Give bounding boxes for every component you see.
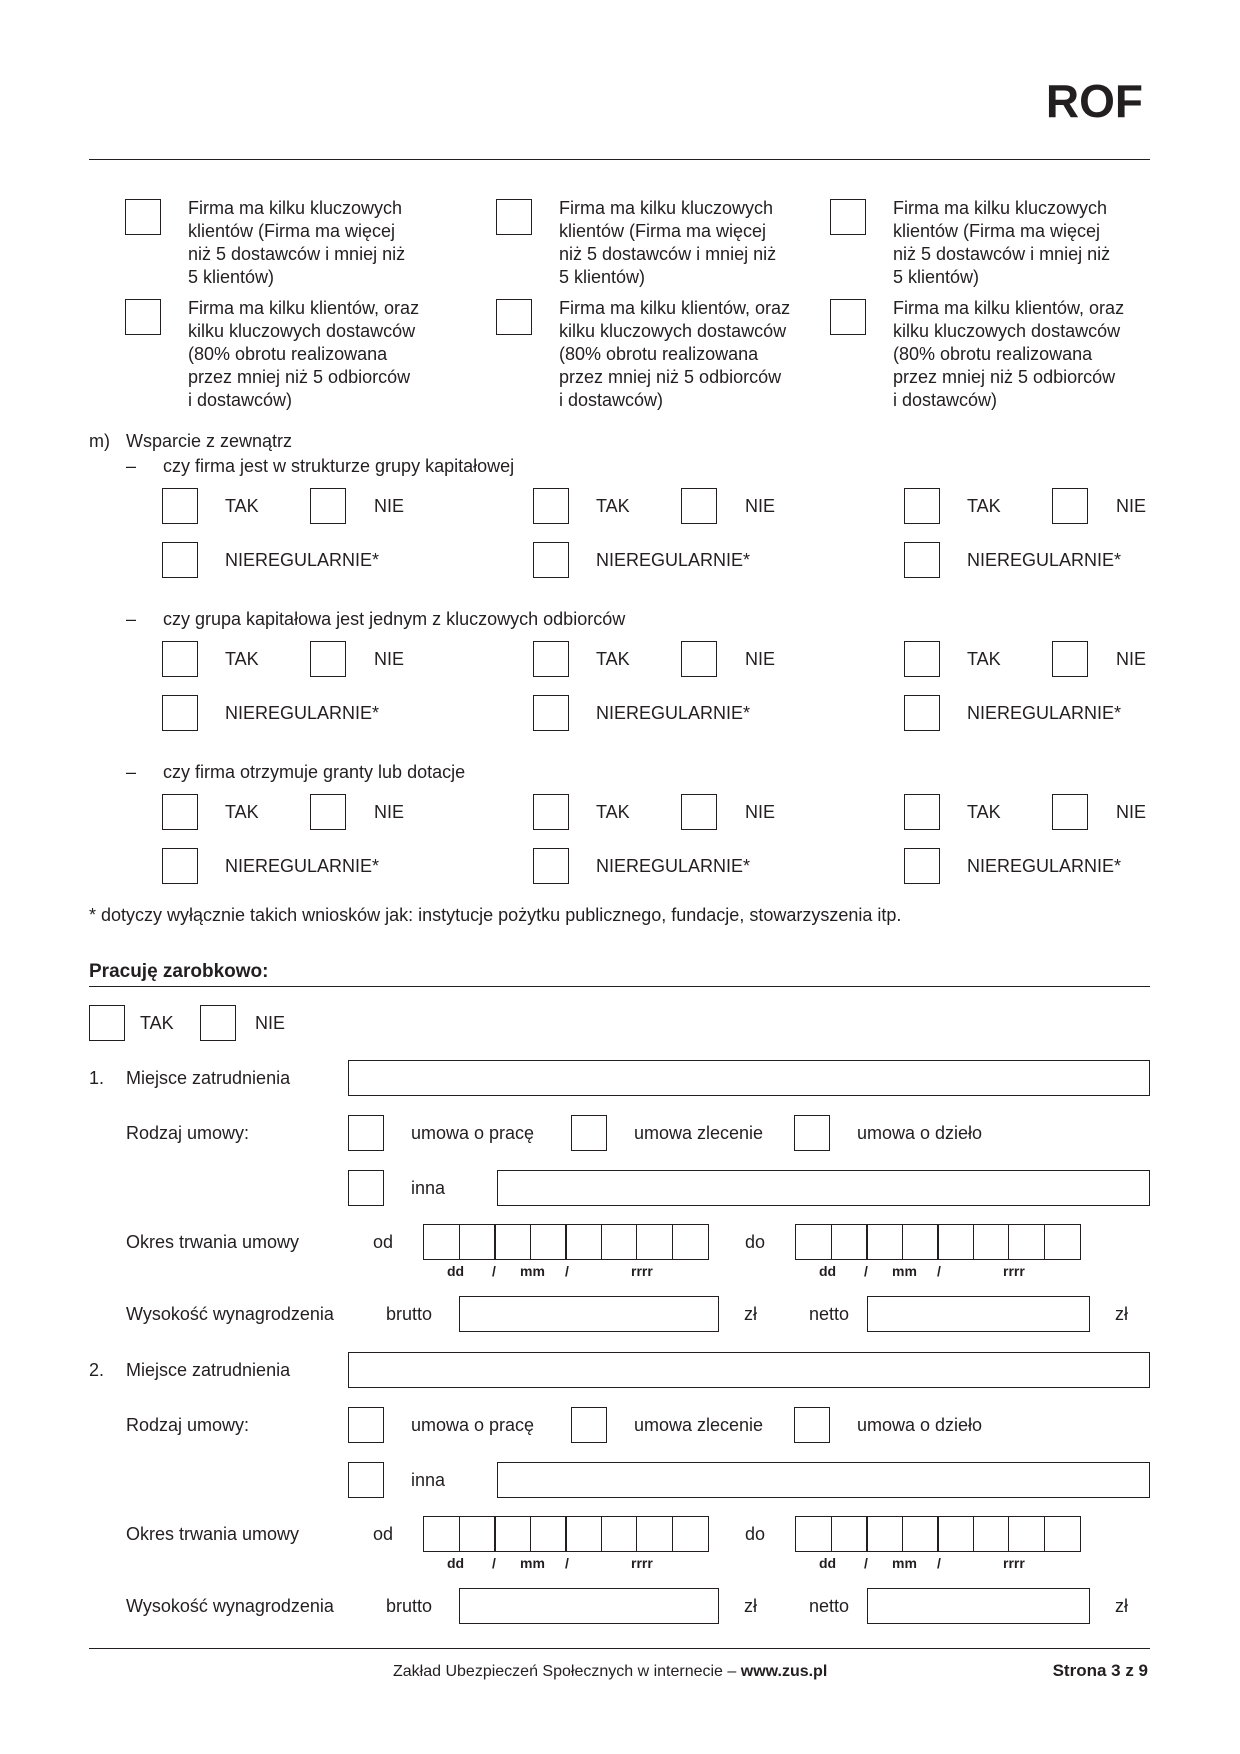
entry-1-to-mm-caption: mm xyxy=(892,1263,917,1279)
entry-2-to-date-input[interactable] xyxy=(795,1516,1081,1552)
entry-1-workplace-label: Miejsce zatrudnienia xyxy=(126,1068,291,1088)
entry-2-to-label: do xyxy=(745,1524,766,1544)
q1-col1-nie-label: NIE xyxy=(374,496,405,516)
entry-1-from-mm-caption: mm xyxy=(520,1263,545,1279)
entry-1-gross-currency: zł xyxy=(744,1304,757,1324)
date-digit-cell[interactable] xyxy=(937,1516,974,1552)
q1-col2-irregular-checkbox[interactable] xyxy=(533,542,569,578)
date-digit-cell[interactable] xyxy=(601,1516,638,1552)
date-digit-cell[interactable] xyxy=(795,1224,832,1260)
employment-heading: Pracuję zarobkowo: xyxy=(89,961,269,982)
q3-col3-tak-label: TAK xyxy=(967,802,1001,822)
q2-col2-irregular-label: NIEREGULARNIE* xyxy=(596,703,751,723)
entry-1-other-input[interactable] xyxy=(497,1170,1150,1206)
entry-1-period-label: Okres trwania umowy xyxy=(126,1232,300,1252)
entry-1-gross-input[interactable] xyxy=(459,1296,719,1332)
q1-col1-irregular-label: NIEREGULARNIE* xyxy=(225,550,380,570)
entry-2-gross-input[interactable] xyxy=(459,1588,719,1624)
page-number: Strona 3 z 9 xyxy=(1052,1661,1148,1680)
entry-1-to-date-input[interactable] xyxy=(795,1224,1081,1260)
entry-1-to-dd-caption: dd xyxy=(819,1263,837,1279)
date-digit-cell[interactable] xyxy=(565,1516,602,1552)
date-digit-cell[interactable] xyxy=(459,1224,496,1260)
date-digit-cell[interactable] xyxy=(423,1516,460,1552)
entry-2-work-contract-label: umowa o dzieło xyxy=(857,1415,983,1435)
date-digit-cell[interactable] xyxy=(530,1224,567,1260)
footer-text xyxy=(393,1662,827,1682)
q1-col2-nie-label: NIE xyxy=(745,496,776,516)
date-digit-cell[interactable] xyxy=(672,1516,709,1552)
q2-col1-nie-label: NIE xyxy=(374,649,405,669)
date-digit-cell[interactable] xyxy=(973,1224,1010,1260)
entry-1-to-yyyy-caption: rrrr xyxy=(1003,1263,1025,1279)
entry-2-workplace-input[interactable] xyxy=(348,1352,1150,1388)
q2-col3-nie-checkbox[interactable] xyxy=(1052,641,1088,677)
firm-option-1-col2-label: Firma ma kilku kluczowych klientów (Firma ma więcej niż 5 dostawców i mniej niż 5 klientów) xyxy=(559,198,777,287)
entry-1-from-date-input[interactable] xyxy=(423,1224,709,1260)
section-title: Wsparcie z zewnątrz xyxy=(126,431,293,451)
entry-1-employment-contract-checkbox[interactable] xyxy=(348,1115,384,1151)
entry-1-mandate-contract-label: umowa zlecenie xyxy=(634,1123,764,1143)
q2-col3-nie-label: NIE xyxy=(1116,649,1147,669)
date-digit-cell[interactable] xyxy=(866,1516,903,1552)
date-digit-cell[interactable] xyxy=(1008,1224,1045,1260)
question-2-text: czy grupa kapitałowa jest jednym z kluczowych odbiorców xyxy=(163,609,626,629)
date-digit-cell[interactable] xyxy=(672,1224,709,1260)
q2-col2-nie-checkbox[interactable] xyxy=(681,641,717,677)
date-digit-cell[interactable] xyxy=(831,1516,868,1552)
form-code: ROF xyxy=(1045,75,1143,127)
entry-1-work-contract-label: umowa o dzieło xyxy=(857,1123,983,1143)
q3-col3-tak-checkbox[interactable] xyxy=(904,794,940,830)
date-digit-cell[interactable] xyxy=(636,1224,673,1260)
q2-col3-tak-checkbox[interactable] xyxy=(904,641,940,677)
entry-2-to-sep-caption: / xyxy=(937,1555,941,1571)
entry-1-from-sep-caption: / xyxy=(565,1263,569,1279)
q2-col1-irregular-checkbox[interactable] xyxy=(162,695,198,731)
employment-rule xyxy=(89,986,1150,987)
header-rule xyxy=(89,159,1150,160)
entry-2-mandate-contract-checkbox[interactable] xyxy=(571,1407,607,1443)
q2-col1-nie-checkbox[interactable] xyxy=(310,641,346,677)
entry-1-gross-label: brutto xyxy=(386,1304,433,1324)
q1-col3-irregular-label: NIEREGULARNIE* xyxy=(967,550,1122,570)
entry-2-from-sep-caption: / xyxy=(565,1555,569,1571)
q1-col2-nie-checkbox[interactable] xyxy=(681,488,717,524)
question-1-text: czy firma jest w strukturze grupy kapitałowej xyxy=(163,456,515,476)
firm-option-2-col2-checkbox[interactable] xyxy=(496,299,532,335)
footer-label: Zakład Ubezpieczeń Społecznych w internecie – xyxy=(393,1663,741,1680)
date-digit-cell[interactable] xyxy=(973,1516,1010,1552)
q2-col3-irregular-checkbox[interactable] xyxy=(904,695,940,731)
q2-col2-irregular-checkbox[interactable] xyxy=(533,695,569,731)
q1-col1-nie-checkbox[interactable] xyxy=(310,488,346,524)
q1-col2-irregular-label: NIEREGULARNIE* xyxy=(596,550,751,570)
q2-col3-irregular-label: NIEREGULARNIE* xyxy=(967,703,1122,723)
entry-1-from-dd-caption: dd xyxy=(447,1263,465,1279)
q1-col1-irregular-checkbox[interactable] xyxy=(162,542,198,578)
entry-2-mandate-contract-label: umowa zlecenie xyxy=(634,1415,764,1435)
entry-2-from-label: od xyxy=(373,1524,394,1544)
firm-option-1-col1-label: Firma ma kilku kluczowych klientów (Firma ma więcej niż 5 dostawców i mniej niż 5 klientów) xyxy=(188,198,406,287)
employed-no-label: NIE xyxy=(255,1013,286,1033)
q3-col3-irregular-label: NIEREGULARNIE* xyxy=(967,856,1122,876)
q2-col2-tak-checkbox[interactable] xyxy=(533,641,569,677)
q3-col1-nie-checkbox[interactable] xyxy=(310,794,346,830)
firm-option-2-col2-label: Firma ma kilku klientów, oraz kilku kluczowych dostawców (80% obrotu realizowana przez mniej niż 5 odbiorców i dostawców) xyxy=(559,298,791,410)
entry-2-net-currency: zł xyxy=(1115,1596,1128,1616)
q1-col2-tak-checkbox[interactable] xyxy=(533,488,569,524)
entry-2-gross-currency: zł xyxy=(744,1596,757,1616)
employed-yes-label: TAK xyxy=(140,1013,174,1033)
entry-2-net-label: netto xyxy=(809,1596,850,1616)
entry-2-salary-label: Wysokość wynagrodzenia xyxy=(126,1596,334,1616)
firm-option-2-col3-checkbox[interactable] xyxy=(830,299,866,335)
firm-option-2-col1-checkbox[interactable] xyxy=(125,299,161,335)
entry-2-net-input[interactable] xyxy=(867,1588,1090,1624)
q2-col2-nie-label: NIE xyxy=(745,649,776,669)
entry-2-from-sep-caption: / xyxy=(492,1555,496,1571)
q1-col3-nie-label: NIE xyxy=(1116,496,1147,516)
entry-2-to-mm-caption: mm xyxy=(892,1555,917,1571)
entry-2-from-mm-caption: mm xyxy=(520,1555,545,1571)
question-3-text: czy firma otrzymuje granty lub dotacje xyxy=(163,762,466,782)
entry-1-number: 1. xyxy=(89,1068,105,1088)
date-digit-cell[interactable] xyxy=(601,1224,638,1260)
date-digit-cell[interactable] xyxy=(494,1516,531,1552)
entry-2-number: 2. xyxy=(89,1360,105,1380)
q1-col1-tak-label: TAK xyxy=(225,496,259,516)
q1-col2-tak-label: TAK xyxy=(596,496,630,516)
entry-2-employment-contract-checkbox[interactable] xyxy=(348,1407,384,1443)
entry-2-to-dd-caption: dd xyxy=(819,1555,837,1571)
entry-2-employment-contract-label: umowa o pracę xyxy=(411,1415,535,1435)
date-digit-cell[interactable] xyxy=(459,1516,496,1552)
entry-2-to-yyyy-caption: rrrr xyxy=(1003,1555,1025,1571)
q3-col2-tak-label: TAK xyxy=(596,802,630,822)
footer-rule xyxy=(89,1648,1150,1649)
q3-col1-tak-checkbox[interactable] xyxy=(162,794,198,830)
q2-col1-tak-label: TAK xyxy=(225,649,259,669)
entry-2-period-label: Okres trwania umowy xyxy=(126,1524,300,1544)
entry-1-to-sep-caption: / xyxy=(864,1263,868,1279)
date-digit-cell[interactable] xyxy=(423,1224,460,1260)
q3-col2-tak-checkbox[interactable] xyxy=(533,794,569,830)
q2-col1-irregular-label: NIEREGULARNIE* xyxy=(225,703,380,723)
date-digit-cell[interactable] xyxy=(636,1516,673,1552)
q3-col2-irregular-checkbox[interactable] xyxy=(533,848,569,884)
entry-2-other-input[interactable] xyxy=(497,1462,1150,1498)
entry-1-to-sep-caption: / xyxy=(937,1263,941,1279)
q3-col2-irregular-label: NIEREGULARNIE* xyxy=(596,856,751,876)
entry-2-gross-label: brutto xyxy=(386,1596,433,1616)
entry-2-from-date-input[interactable] xyxy=(423,1516,709,1552)
question-dash: – xyxy=(126,609,137,629)
date-digit-cell[interactable] xyxy=(494,1224,531,1260)
entry-2-to-sep-caption: / xyxy=(864,1555,868,1571)
q2-col1-tak-checkbox[interactable] xyxy=(162,641,198,677)
date-digit-cell[interactable] xyxy=(937,1224,974,1260)
q3-col3-irregular-checkbox[interactable] xyxy=(904,848,940,884)
date-digit-cell[interactable] xyxy=(902,1516,939,1552)
q1-col3-nie-checkbox[interactable] xyxy=(1052,488,1088,524)
entry-1-other-label: inna xyxy=(411,1178,446,1198)
q3-col3-nie-checkbox[interactable] xyxy=(1052,794,1088,830)
date-digit-cell[interactable] xyxy=(1008,1516,1045,1552)
entry-1-workplace-input[interactable] xyxy=(348,1060,1150,1096)
entry-1-from-label: od xyxy=(373,1232,394,1252)
footnote: * dotyczy wyłącznie takich wniosków jak: instytucje pożytku publicznego, fundacje, stowarzyszenia itp. xyxy=(89,905,902,925)
entry-1-net-label: netto xyxy=(809,1304,850,1324)
date-digit-cell[interactable] xyxy=(866,1224,903,1260)
q1-col3-tak-label: TAK xyxy=(967,496,1001,516)
q3-col1-irregular-label: NIEREGULARNIE* xyxy=(225,856,380,876)
date-digit-cell[interactable] xyxy=(530,1516,567,1552)
firm-option-2-col1-label: Firma ma kilku klientów, oraz kilku kluczowych dostawców (80% obrotu realizowana przez mniej niż 5 odbiorców i dostawców) xyxy=(188,298,420,410)
question-dash: – xyxy=(126,456,137,476)
employed-yes-checkbox[interactable] xyxy=(89,1005,125,1041)
section-marker: m) xyxy=(89,431,110,451)
q3-col1-irregular-checkbox[interactable] xyxy=(162,848,198,884)
entry-1-net-currency: zł xyxy=(1115,1304,1128,1324)
entry-2-other-label: inna xyxy=(411,1470,446,1490)
entry-1-from-sep-caption: / xyxy=(492,1263,496,1279)
date-digit-cell[interactable] xyxy=(831,1224,868,1260)
date-digit-cell[interactable] xyxy=(1044,1516,1081,1552)
entry-1-other-checkbox[interactable] xyxy=(348,1170,384,1206)
entry-2-workplace-label: Miejsce zatrudnienia xyxy=(126,1360,291,1380)
question-dash: – xyxy=(126,762,137,782)
entry-1-salary-label: Wysokość wynagrodzenia xyxy=(126,1304,334,1324)
entry-1-contract-label: Rodzaj umowy: xyxy=(126,1123,250,1143)
entry-1-net-input[interactable] xyxy=(867,1296,1090,1332)
entry-1-to-label: do xyxy=(745,1232,766,1252)
q3-col1-nie-label: NIE xyxy=(374,802,405,822)
firm-option-1-col2-checkbox[interactable] xyxy=(496,199,532,235)
entry-1-work-contract-checkbox[interactable] xyxy=(794,1115,830,1151)
entry-1-from-yyyy-caption: rrrr xyxy=(631,1263,653,1279)
entry-1-employment-contract-label: umowa o pracę xyxy=(411,1123,535,1143)
q3-col1-tak-label: TAK xyxy=(225,802,259,822)
q3-col2-nie-label: NIE xyxy=(745,802,776,822)
q2-col3-tak-label: TAK xyxy=(967,649,1001,669)
q1-col3-irregular-checkbox[interactable] xyxy=(904,542,940,578)
entry-2-contract-label: Rodzaj umowy: xyxy=(126,1415,250,1435)
q2-col2-tak-label: TAK xyxy=(596,649,630,669)
q1-col1-tak-checkbox[interactable] xyxy=(162,488,198,524)
entry-1-mandate-contract-checkbox[interactable] xyxy=(571,1115,607,1151)
entry-2-from-yyyy-caption: rrrr xyxy=(631,1555,653,1571)
entry-2-other-checkbox[interactable] xyxy=(348,1462,384,1498)
date-digit-cell[interactable] xyxy=(1044,1224,1081,1260)
q1-col3-tak-checkbox[interactable] xyxy=(904,488,940,524)
date-digit-cell[interactable] xyxy=(795,1516,832,1552)
firm-option-1-col3-label: Firma ma kilku kluczowych klientów (Firma ma więcej niż 5 dostawców i mniej niż 5 klientów) xyxy=(893,198,1111,287)
date-digit-cell[interactable] xyxy=(565,1224,602,1260)
firm-option-1-col1-checkbox[interactable] xyxy=(125,199,161,235)
footer-url[interactable]: www.zus.pl xyxy=(740,1663,828,1680)
employed-no-checkbox[interactable] xyxy=(200,1005,236,1041)
entry-2-from-dd-caption: dd xyxy=(447,1555,465,1571)
firm-option-2-col3-label: Firma ma kilku klientów, oraz kilku kluczowych dostawców (80% obrotu realizowana przez mniej niż 5 odbiorców i dostawców) xyxy=(893,298,1125,410)
entry-2-work-contract-checkbox[interactable] xyxy=(794,1407,830,1443)
date-digit-cell[interactable] xyxy=(902,1224,939,1260)
q3-col3-nie-label: NIE xyxy=(1116,802,1147,822)
q3-col2-nie-checkbox[interactable] xyxy=(681,794,717,830)
firm-option-1-col3-checkbox[interactable] xyxy=(830,199,866,235)
